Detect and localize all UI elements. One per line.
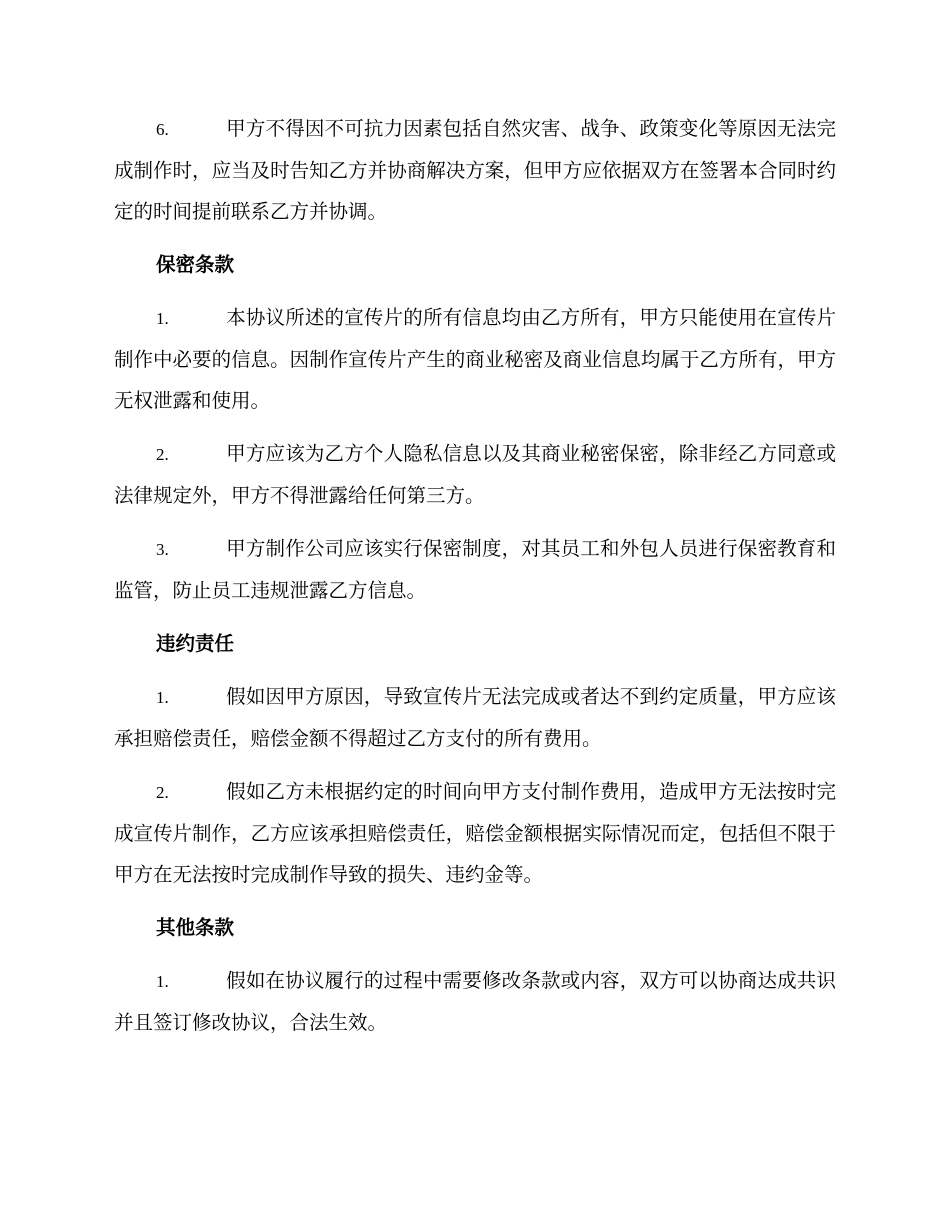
clause-number: 3.: [156, 540, 169, 559]
clause-number: 2.: [156, 445, 169, 464]
clause-number: 6.: [156, 120, 169, 139]
clause-number: 1.: [156, 309, 169, 328]
clause-item: [114, 676, 836, 759]
clause-text: 甲方制作公司应该实行保密制度，对其员工和外包人员进行保密教育和监管，防止员工违规泄露乙方信息。: [114, 537, 836, 602]
clause-item: [114, 771, 836, 895]
section-heading-other: 其他条款: [156, 916, 235, 939]
clause-item: [114, 297, 836, 421]
document-body: [114, 108, 836, 1055]
clause-text: 甲方不得因不可抗力因素包括自然灾害、战争、政策变化等原因无法完成制作时，应当及时告知乙方并协商解决方案，但甲方应依据双方在签署本合同时约定的时间提前联系乙方并协调。: [114, 117, 836, 223]
clause-text: 假如因甲方原因，导致宣传片无法完成或者达不到约定质量，甲方应该承担赔偿责任，赔偿金额不得超过乙方支付的所有费用。: [114, 685, 836, 750]
clause-number: 2.: [156, 783, 169, 802]
clause-item: [114, 960, 836, 1043]
clause-item: [114, 433, 836, 516]
clause-text: 甲方应该为乙方个人隐私信息以及其商业秘密保密，除非经乙方同意或法律规定外，甲方不得泄露给任何第三方。: [114, 442, 836, 507]
clause-text: 假如乙方未根据约定的时间向甲方支付制作费用，造成甲方无法按时完成宣传片制作，乙方应该承担赔偿责任，赔偿金额根据实际情况而定，包括但不限于甲方在无法按时完成制作导致的损失、违约金等。: [114, 780, 836, 886]
clause-item: [114, 108, 836, 232]
clause-text: 本协议所述的宣传片的所有信息均由乙方所有，甲方只能使用在宣传片制作中必要的信息。因制作宣传片产生的商业秘密及商业信息均属于乙方所有，甲方无权泄露和使用。: [114, 306, 836, 412]
section-heading-confidentiality: 保密条款: [156, 253, 235, 276]
clause-number: 1.: [156, 688, 169, 707]
clause-item: [114, 528, 836, 611]
clause-text: 假如在协议履行的过程中需要修改条款或内容，双方可以协商达成共识并且签订修改协议，合法生效。: [114, 969, 836, 1034]
clause-number: 1.: [156, 972, 169, 991]
section-heading-liability: 违约责任: [156, 632, 235, 655]
